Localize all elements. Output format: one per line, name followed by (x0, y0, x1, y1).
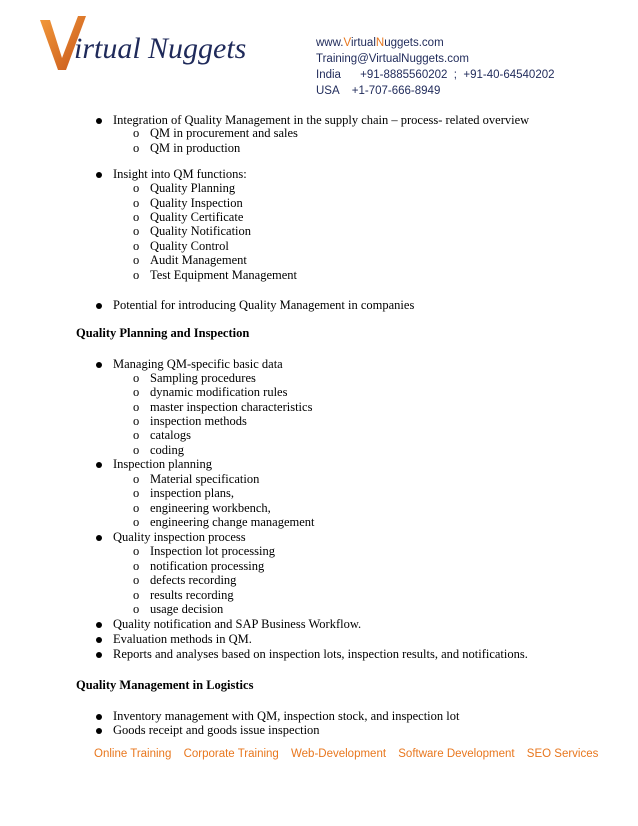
sub-bullet-icon: o (133, 253, 140, 267)
sub-bullet-icon: o (133, 559, 140, 573)
bullet-icon (96, 462, 102, 468)
usa-phone: USA +1-707-666-8949 (316, 85, 441, 97)
sub-list-item: Quality Inspection (150, 196, 243, 210)
sub-bullet-icon: o (133, 501, 140, 515)
sub-bullet-icon: o (133, 196, 140, 210)
bullet-icon (96, 303, 102, 309)
logo-word-nuggets: Nuggets (148, 32, 247, 65)
sub-bullet-icon: o (133, 515, 140, 529)
sub-list-item: Inspection lot processing (150, 544, 275, 558)
bullet-icon (96, 118, 102, 124)
sub-bullet-icon: o (133, 126, 140, 140)
sub-bullet-icon: o (133, 210, 140, 224)
bullet-icon (96, 637, 102, 643)
bullet-icon (96, 728, 102, 734)
footer-link-software-development[interactable]: Software Development (398, 748, 515, 760)
list-item: Insight into QM functions: (113, 167, 247, 181)
sub-bullet-icon: o (133, 472, 140, 486)
sub-list-item: results recording (150, 588, 234, 602)
sub-bullet-icon: o (133, 371, 140, 385)
sub-list-item: engineering change management (150, 515, 315, 529)
sub-list-item: QM in procurement and sales (150, 126, 298, 140)
sub-bullet-icon: o (133, 181, 140, 195)
logo-word-virtual: irtual (74, 32, 141, 65)
list-item: Potential for introducing Quality Management in companies (113, 298, 415, 312)
sub-bullet-icon: o (133, 141, 140, 155)
list-item: Quality inspection process (113, 530, 246, 544)
footer-link-online-training[interactable]: Online Training (94, 748, 172, 760)
email-link[interactable]: Training@VirtualNuggets.com (316, 53, 469, 65)
footer-link-seo-services[interactable]: SEO Services (526, 748, 599, 760)
footer-link-corporate-training[interactable]: Corporate Training (183, 748, 279, 760)
sub-bullet-icon: o (133, 588, 140, 602)
contact-block (316, 35, 555, 99)
bullet-icon (96, 652, 102, 658)
sub-list-item: inspection plans, (150, 486, 235, 500)
sub-list-item: usage decision (150, 602, 224, 616)
sub-list-item: defects recording (150, 573, 237, 587)
sub-bullet-icon: o (133, 414, 140, 428)
bullet-icon (96, 714, 102, 720)
sub-bullet-icon: o (133, 486, 140, 500)
sub-list-item: catalogs (150, 428, 191, 442)
sub-bullet-icon: o (133, 573, 140, 587)
footer-link-web-development[interactable]: Web-Development (291, 748, 387, 760)
list-item: Quality notification and SAP Business Workflow. (113, 617, 362, 631)
list-item: Reports and analyses based on inspection lots, inspection results, and notifications. (113, 647, 528, 661)
sub-bullet-icon: o (133, 385, 140, 399)
bullet-icon (96, 362, 102, 368)
sub-bullet-icon: o (133, 544, 140, 558)
website-link[interactable]: www.VirtualNuggets.com (316, 37, 444, 49)
list-item: Evaluation methods in QM. (113, 632, 252, 646)
section-heading: Quality Management in Logistics (76, 678, 254, 692)
india-phone: India +91-8885560202 ; +91-40-64540202 (316, 69, 555, 81)
sub-list-item: inspection methods (150, 414, 247, 428)
sub-bullet-icon: o (133, 268, 140, 282)
sub-list-item: Test Equipment Management (150, 268, 298, 282)
sub-list-item: engineering workbench, (150, 501, 271, 515)
virtual-nuggets-logo (38, 14, 288, 72)
list-item: Goods receipt and goods issue inspection (113, 723, 320, 737)
sub-list-item: master inspection characteristics (150, 400, 313, 414)
sub-bullet-icon: o (133, 428, 140, 442)
sub-list-item: coding (150, 443, 185, 457)
sub-list-item: Material specification (150, 472, 260, 486)
list-item: Inspection planning (113, 457, 212, 471)
sub-list-item: QM in production (150, 141, 241, 155)
sub-bullet-icon: o (133, 443, 140, 457)
sub-list-item: Quality Planning (150, 181, 236, 195)
sub-list-item: Sampling procedures (150, 371, 256, 385)
list-item: Integration of Quality Management in the supply chain – process- related overview (113, 113, 530, 127)
bullet-icon (96, 622, 102, 628)
sub-bullet-icon: o (133, 224, 140, 238)
bullet-icon (96, 535, 102, 541)
sub-list-item: notification processing (150, 559, 265, 573)
footer-links (94, 748, 607, 760)
sub-bullet-icon: o (133, 602, 140, 616)
sub-list-item: Quality Notification (150, 224, 252, 238)
sub-list-item: Quality Certificate (150, 210, 244, 224)
sub-bullet-icon: o (133, 239, 140, 253)
section-heading: Quality Planning and Inspection (76, 326, 250, 340)
sub-list-item: dynamic modification rules (150, 385, 288, 399)
list-item: Managing QM-specific basic data (113, 357, 283, 371)
sub-bullet-icon: o (133, 400, 140, 414)
list-item: Inventory management with QM, inspection stock, and inspection lot (113, 709, 460, 723)
sub-list-item: Audit Management (150, 253, 247, 267)
sub-list-item: Quality Control (150, 239, 229, 253)
bullet-icon (96, 172, 102, 178)
